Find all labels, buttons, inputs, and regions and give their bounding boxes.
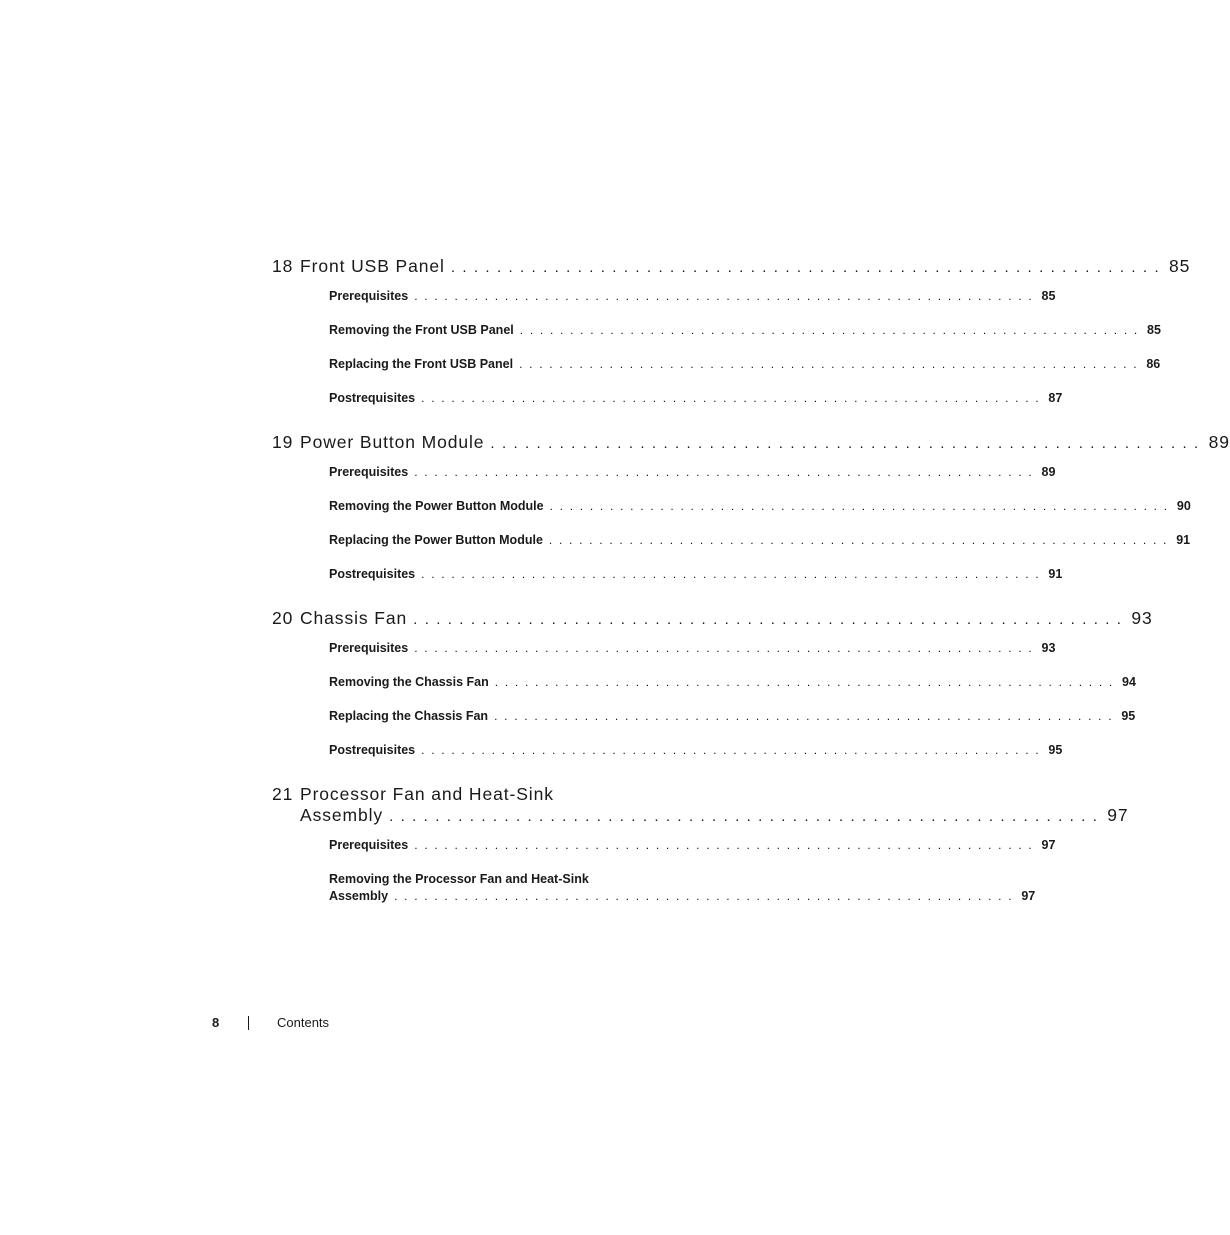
toc-entry[interactable] [329,390,1063,407]
entry-label: Removing the Front USB Panel [329,323,514,337]
dot-leader [547,532,1168,549]
chapter-title: Chassis Fan [300,608,408,628]
chapter-heading[interactable] [272,432,1230,454]
entry-label: Prerequisites [329,641,409,655]
entry-page-number: 94 [1122,675,1136,689]
entry-label: Replacing the Chassis Fan [329,709,489,723]
entry-page-number: 89 [1041,465,1056,479]
footer-section-name: Contents [277,1015,330,1030]
dot-leader [412,288,1033,305]
entry-page-number: 91 [1048,567,1063,581]
entry-page-number: 85 [1147,323,1161,337]
chapter-20 [272,608,1153,759]
chapter-page-number: 93 [1131,608,1153,628]
toc-entry[interactable] [329,837,1056,854]
entry-label: Replacing the Front USB Panel [329,357,514,371]
entry-label-line-2: Assembly [329,889,389,903]
chapter-number: 20 [272,608,294,628]
entry-page-number: 86 [1146,357,1161,371]
chapter-title: Power Button Module [300,432,485,452]
chapter-title-line-2: Assembly [300,805,384,825]
toc-entry[interactable] [329,708,1136,725]
dot-leader [412,640,1033,657]
entry-label: Postrequisites [329,743,416,757]
chapter-number: 19 [272,432,294,452]
entry-label: Postrequisites [329,567,416,581]
chapter-21 [272,784,1129,905]
dot-leader [548,498,1169,515]
toc-entry[interactable] [329,498,1191,515]
entry-page-number: 90 [1176,499,1191,513]
footer-page-number: 8 [212,1015,220,1030]
toc-entry[interactable] [329,566,1063,583]
dot-leader [445,257,1160,278]
entry-label: Prerequisites [329,838,409,852]
footer-separator [248,1016,249,1030]
toc-entry[interactable] [329,464,1056,481]
entry-page-number: 85 [1041,289,1056,303]
dot-leader [419,742,1040,759]
chapter-page-number: 85 [1168,256,1191,276]
dot-leader [392,888,1013,905]
chapter-heading[interactable] [272,256,1191,278]
chapter-page-number: 97 [1107,805,1129,825]
toc-entry[interactable] [329,742,1063,759]
table-of-contents [272,256,1230,930]
entry-label: Removing the Chassis Fan [329,675,489,689]
dot-leader [419,566,1040,583]
chapter-page-number: 89 [1208,432,1230,452]
dot-leader [493,674,1114,691]
entry-label: Replacing the Power Button Module [329,533,543,547]
toc-entry[interactable] [329,532,1191,549]
toc-entry[interactable] [329,288,1056,305]
toc-entry[interactable] [329,871,1036,905]
dot-leader [383,806,1098,827]
toc-entry[interactable] [329,322,1161,339]
chapter-title: Front USB Panel [300,256,445,276]
dot-leader [492,708,1113,725]
chapter-18 [272,256,1191,407]
chapter-19 [272,432,1230,583]
toc-entry[interactable] [329,356,1161,373]
entry-page-number: 93 [1041,641,1056,655]
dot-leader [412,837,1033,854]
entry-label: Postrequisites [329,391,416,405]
entry-page-number: 95 [1048,743,1063,757]
page-footer [212,1014,329,1032]
toc-entry[interactable] [329,640,1056,657]
chapter-heading[interactable] [272,608,1153,630]
chapter-number: 18 [272,256,294,276]
dot-leader [407,609,1122,630]
dot-leader [484,433,1199,454]
entry-page-number: 95 [1121,709,1136,723]
chapter-heading[interactable] [272,784,1129,827]
entry-label-line-1: Removing the Processor Fan and Heat-Sink [329,872,589,886]
entry-page-number: 87 [1048,391,1063,405]
chapter-title-line-1: Processor Fan and Heat-Sink [300,784,554,804]
toc-entry[interactable] [329,674,1136,691]
dot-leader [517,356,1138,373]
entry-label: Removing the Power Button Module [329,499,544,513]
entry-label: Prerequisites [329,289,409,303]
dot-leader [412,464,1033,481]
entry-label: Prerequisites [329,465,409,479]
entry-page-number: 97 [1041,838,1056,852]
dot-leader [419,390,1040,407]
chapter-number: 21 [272,784,294,804]
entry-page-number: 97 [1021,889,1036,903]
entry-page-number: 91 [1176,533,1191,547]
dot-leader [518,322,1139,339]
